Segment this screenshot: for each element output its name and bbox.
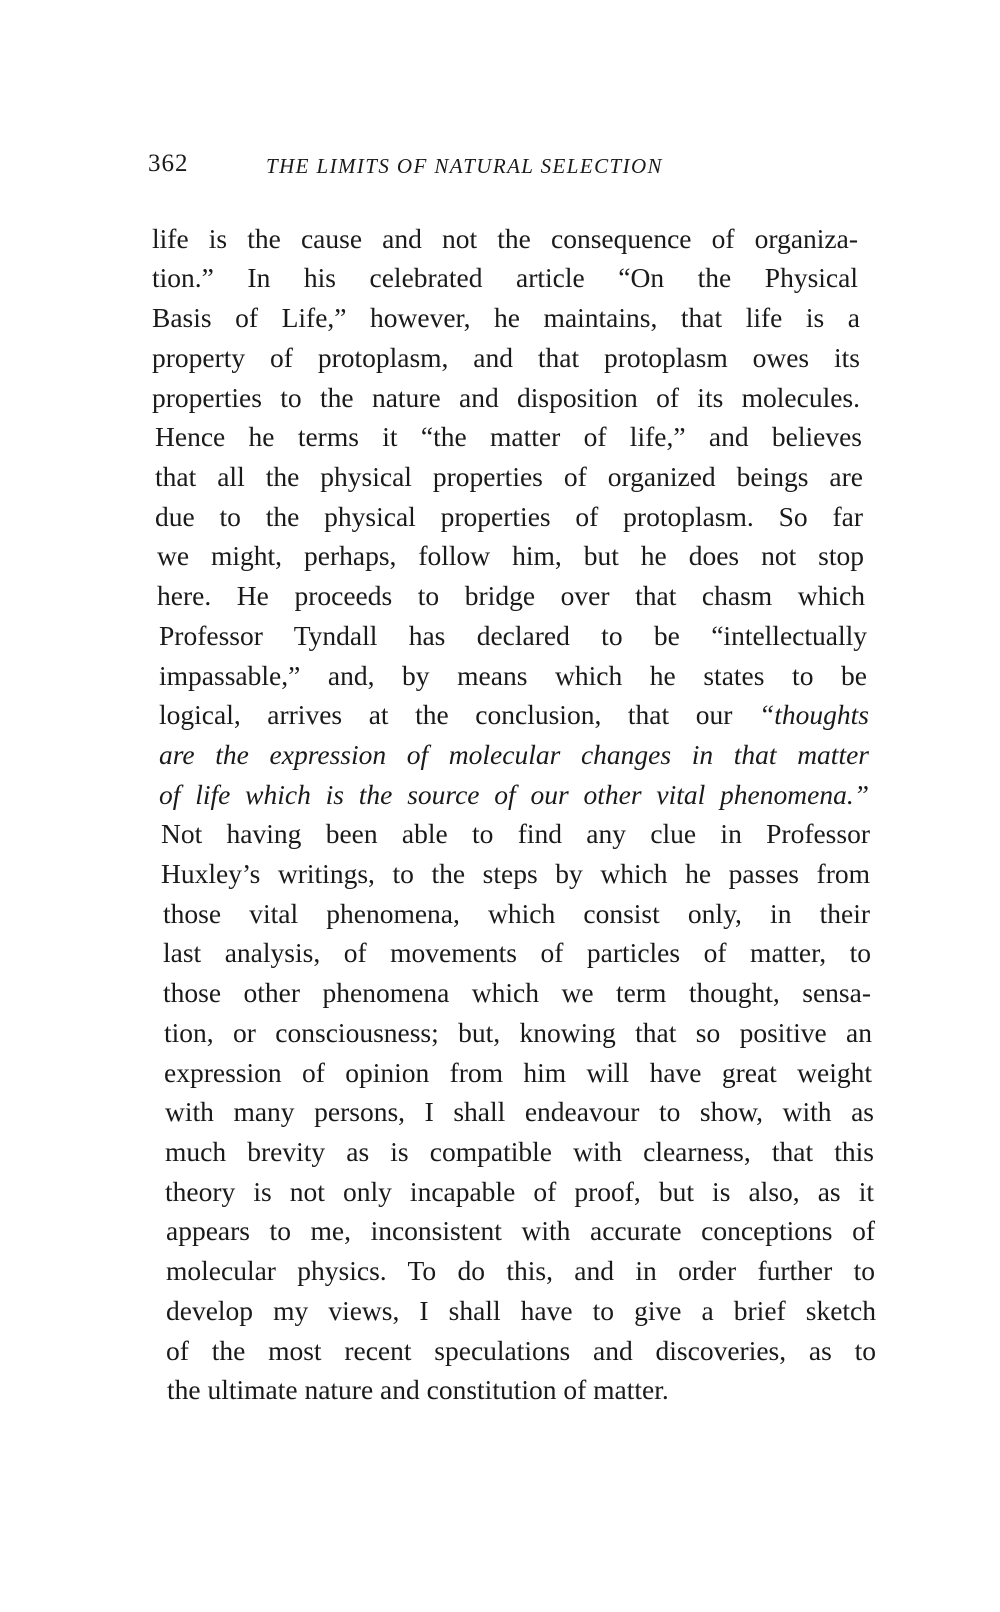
text-line: Basis of Life,” however, he maintains, that life is a xyxy=(152,302,860,333)
text-line: that all the physical properties of organized beings are xyxy=(155,461,863,492)
text-line: we might, perhaps, follow him, but he does not stop xyxy=(157,540,864,571)
text-line: of the most recent speculations and discoveries, as to xyxy=(166,1335,876,1366)
text-line: Hence he terms it “the matter of life,” and believes xyxy=(155,421,862,452)
running-title: THE LIMITS OF NATURAL SELECTION xyxy=(266,154,663,178)
text-line: with many persons, I shall endeavour to show, with as xyxy=(165,1096,874,1127)
text-span: logical, arrives at the conclusion, that our xyxy=(159,699,759,730)
text-line: tion, or consciousness; but, knowing that so positive an xyxy=(164,1017,872,1048)
text-line: appears to me, inconsistent with accurate conceptions of xyxy=(166,1215,875,1246)
text-line: impassable,” and, by means which he states to be xyxy=(159,660,867,691)
text-line: those other phenomena which we term thought, sensa- xyxy=(163,977,871,1008)
text-line: tion.” In his celebrated article “On the Physical xyxy=(152,262,858,293)
text-line: life is the cause and not the consequence of organiza- xyxy=(152,223,858,254)
italic-text-line: of life which is the source of our other vital phenomena.” xyxy=(159,779,869,810)
italic-text-line: are the expression of molecular changes in that matter xyxy=(159,739,869,770)
text-line: much brevity as is compatible with clearness, that this xyxy=(165,1136,874,1167)
text-line: Huxley’s writings, to the steps by which he passes from xyxy=(161,858,870,889)
text-line: those vital phenomena, which consist only, in their xyxy=(163,898,870,929)
text-line: develop my views, I shall have to give a brief sketch xyxy=(166,1295,876,1326)
text-line: the ultimate nature and constitution of matter. xyxy=(167,1374,669,1405)
text-line: here. He proceeds to bridge over that chasm which xyxy=(157,580,865,611)
page-number: 362 xyxy=(148,150,189,177)
text-line: expression of opinion from him will have great weight xyxy=(164,1057,872,1088)
text-line: due to the physical properties of protoplasm. So far xyxy=(155,501,863,532)
text-line: theory is not only incapable of proof, but is also, as it xyxy=(165,1176,874,1207)
italic-text-span: “thoughts xyxy=(758,699,869,730)
text-line: Not having been able to find any clue in Professor xyxy=(161,818,870,849)
text-line: property of protoplasm, and that protoplasm owes its xyxy=(152,342,860,373)
text-line: last analysis, of movements of particles of matter, to xyxy=(163,937,871,968)
text-line-with-italic xyxy=(159,695,869,735)
text-line: Professor Tyndall has declared to be “intellectually xyxy=(159,620,867,651)
text-line: molecular physics. To do this, and in order further to xyxy=(166,1255,875,1286)
text-line: properties to the nature and disposition of its molecules. xyxy=(152,382,860,413)
